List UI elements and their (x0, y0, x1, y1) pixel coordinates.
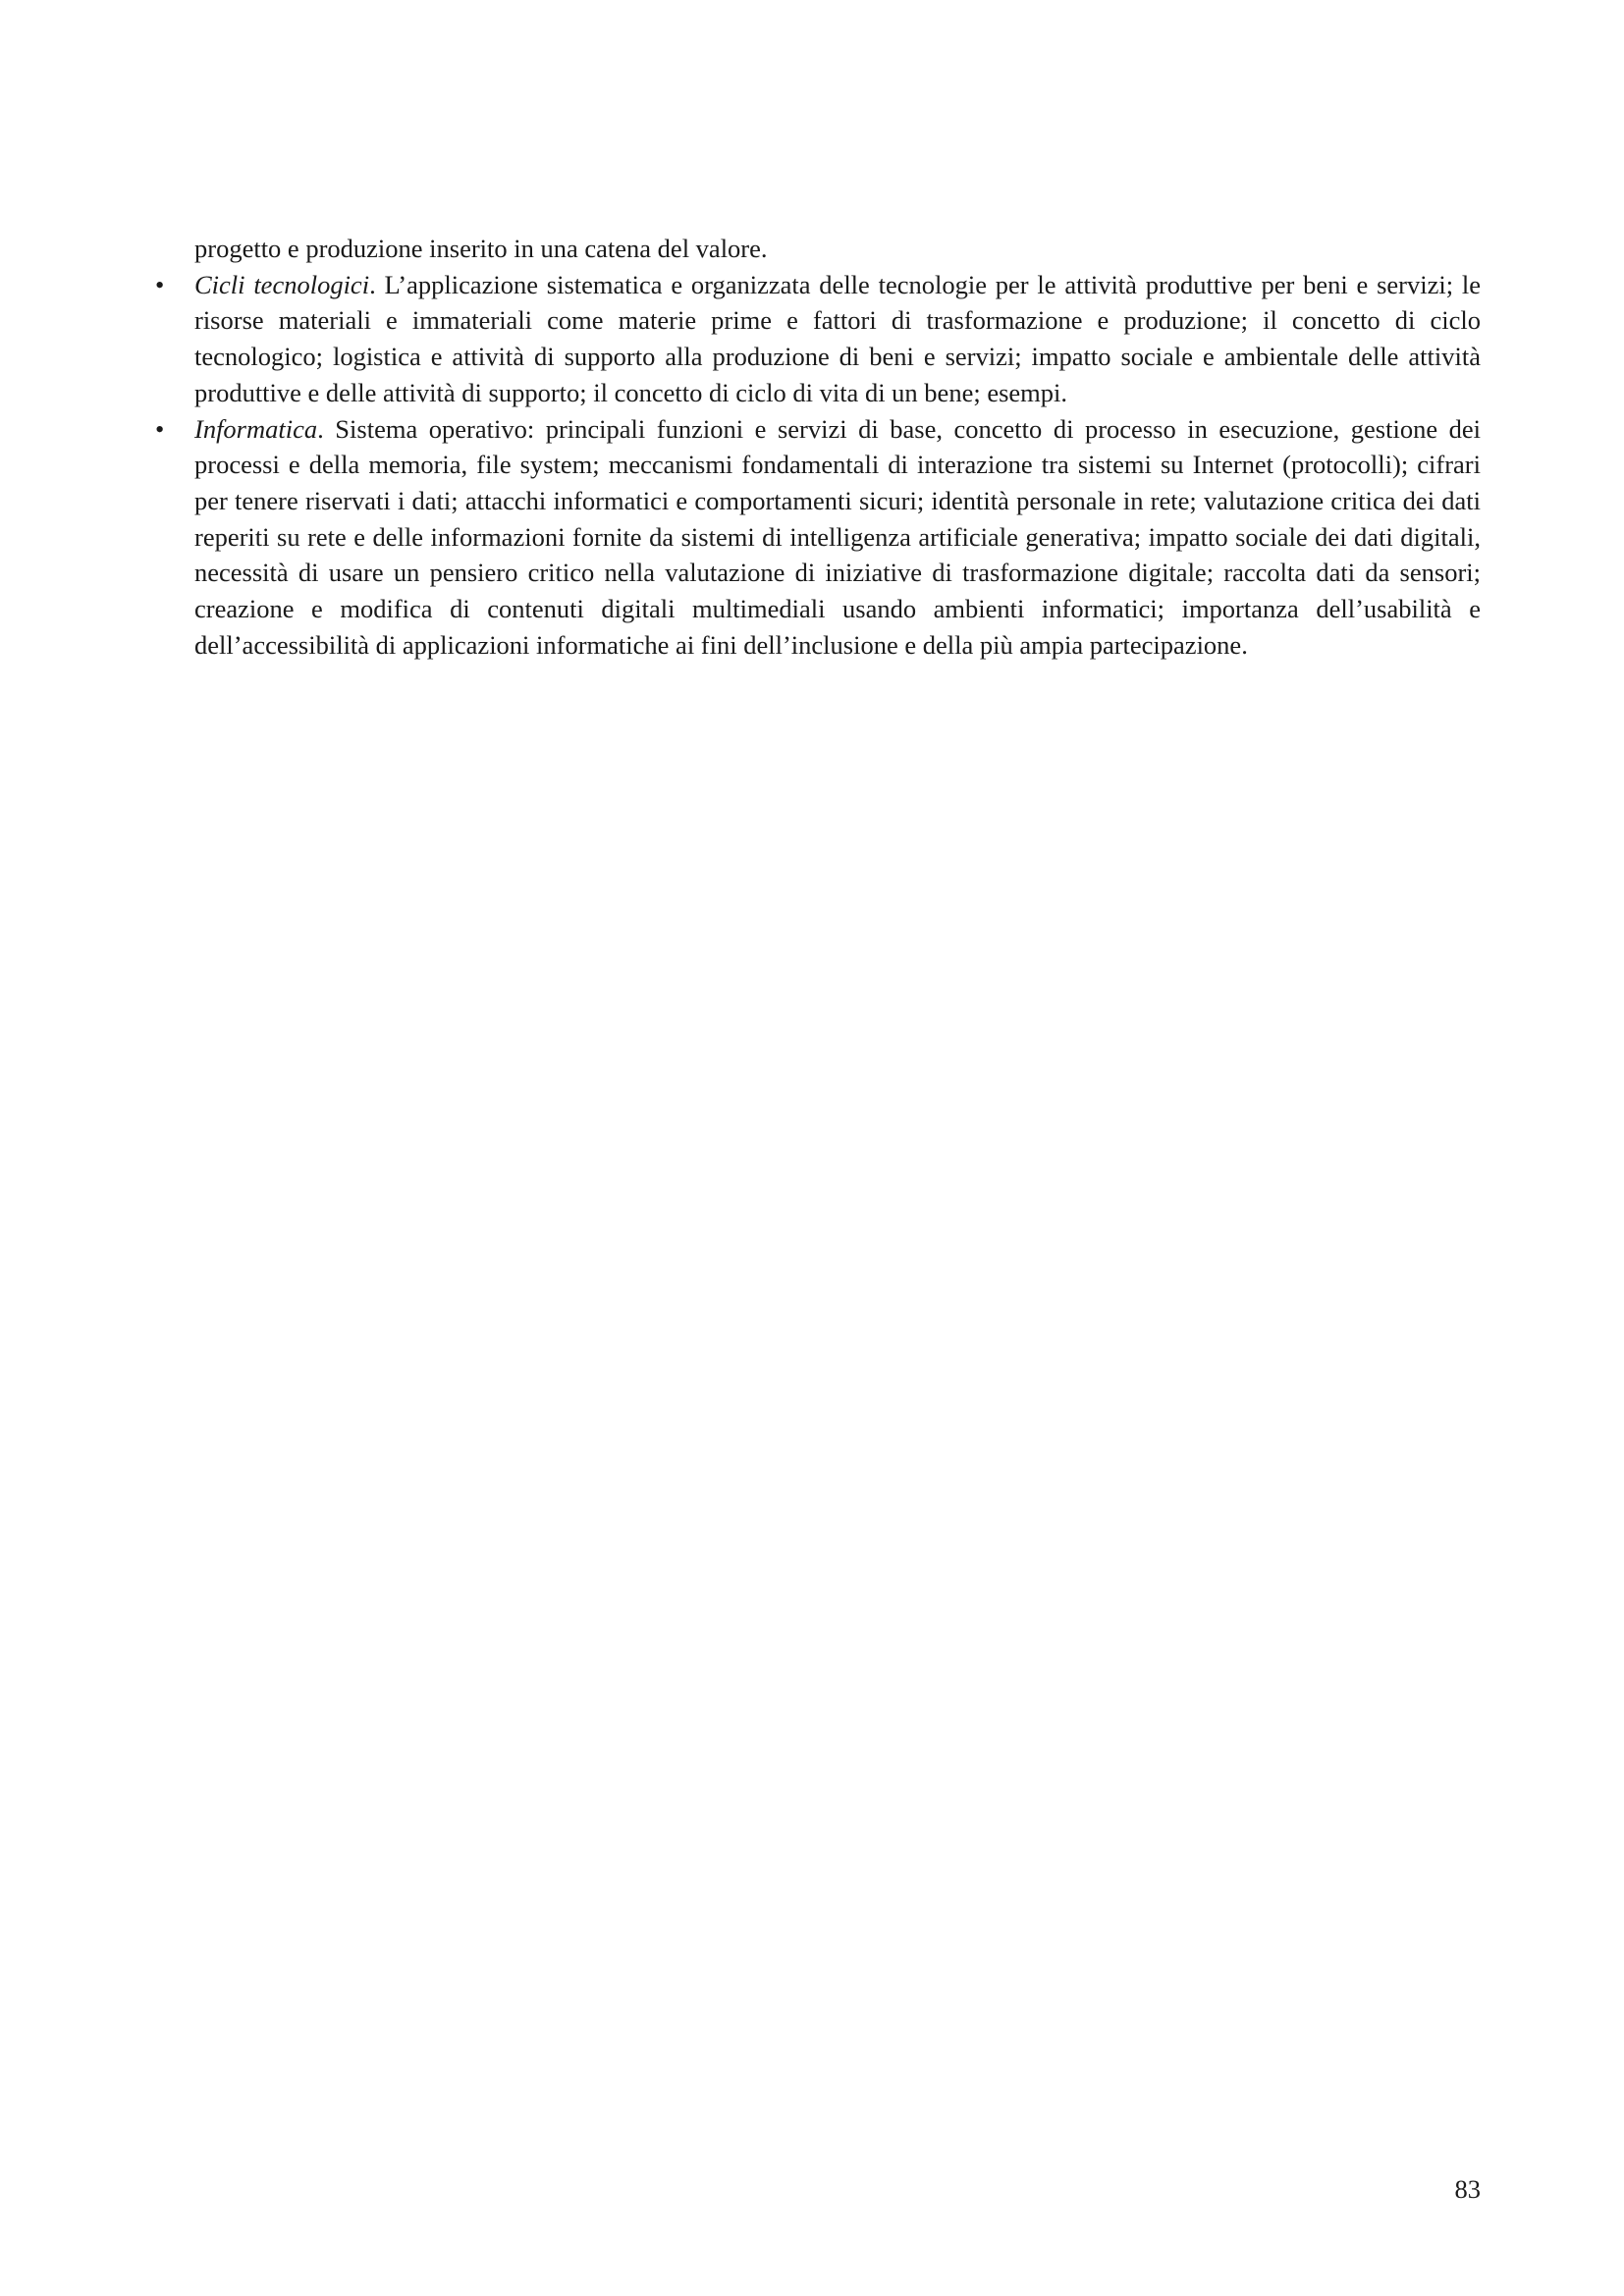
item-separator: . (317, 413, 336, 444)
item-term: Informatica (194, 413, 318, 444)
topic-list (155, 267, 1481, 664)
continuation-paragraph: progetto e produzione inserito in una catena del valore. (194, 234, 768, 263)
list-item-cicli-tecnologici (155, 267, 1481, 411)
item-text: Sistema operativo: principali funzioni e servizi di base, concetto di processo in esecuzione, gestione dei processi e della memoria, file system; meccanismi fondamentali di interazione tra sistemi su Internet (protocolli); cifrari per tenere riservati i dati; attacchi informatici e comportamenti sicuri; identità personale in rete; valutazione critica dei dati reperiti su rete e delle informazioni fornite da sistemi di intelligenza artificiale generativa; impatto sociale dei dati digitali, necessità di usare un pensiero critico nella valutazione di iniziative di trasformazione digitale; raccolta dati da sensori; creazione e modifica di contenuti digitali multimediali usando ambienti informatici; importanza dell’usabilità e dell’accessibilità di applicazioni informatiche ai fini dell’inclusione e della più ampia partecipazione. (194, 413, 1481, 660)
page-content (155, 231, 1481, 663)
bullet-icon: • (155, 269, 165, 299)
list-item-informatica (155, 411, 1481, 664)
item-separator: . (369, 269, 385, 299)
item-text: L’applicazione sistematica e organizzata delle tecnologie per le attività produttive per beni e servizi; le risorse materiali e immateriali come materie prime e fattori di trasformazione e produzione; il concetto di ciclo tecnologico; logistica e attività di supporto alla produzione di beni e servizi; impatto sociale e ambientale delle attività produttive e delle attività di supporto; il concetto di ciclo di vita di un bene; esempi. (194, 269, 1481, 407)
bullet-icon: • (155, 413, 165, 444)
item-term: Cicli tecnologici (194, 269, 370, 299)
page-number: 83 (1454, 2174, 1481, 2204)
